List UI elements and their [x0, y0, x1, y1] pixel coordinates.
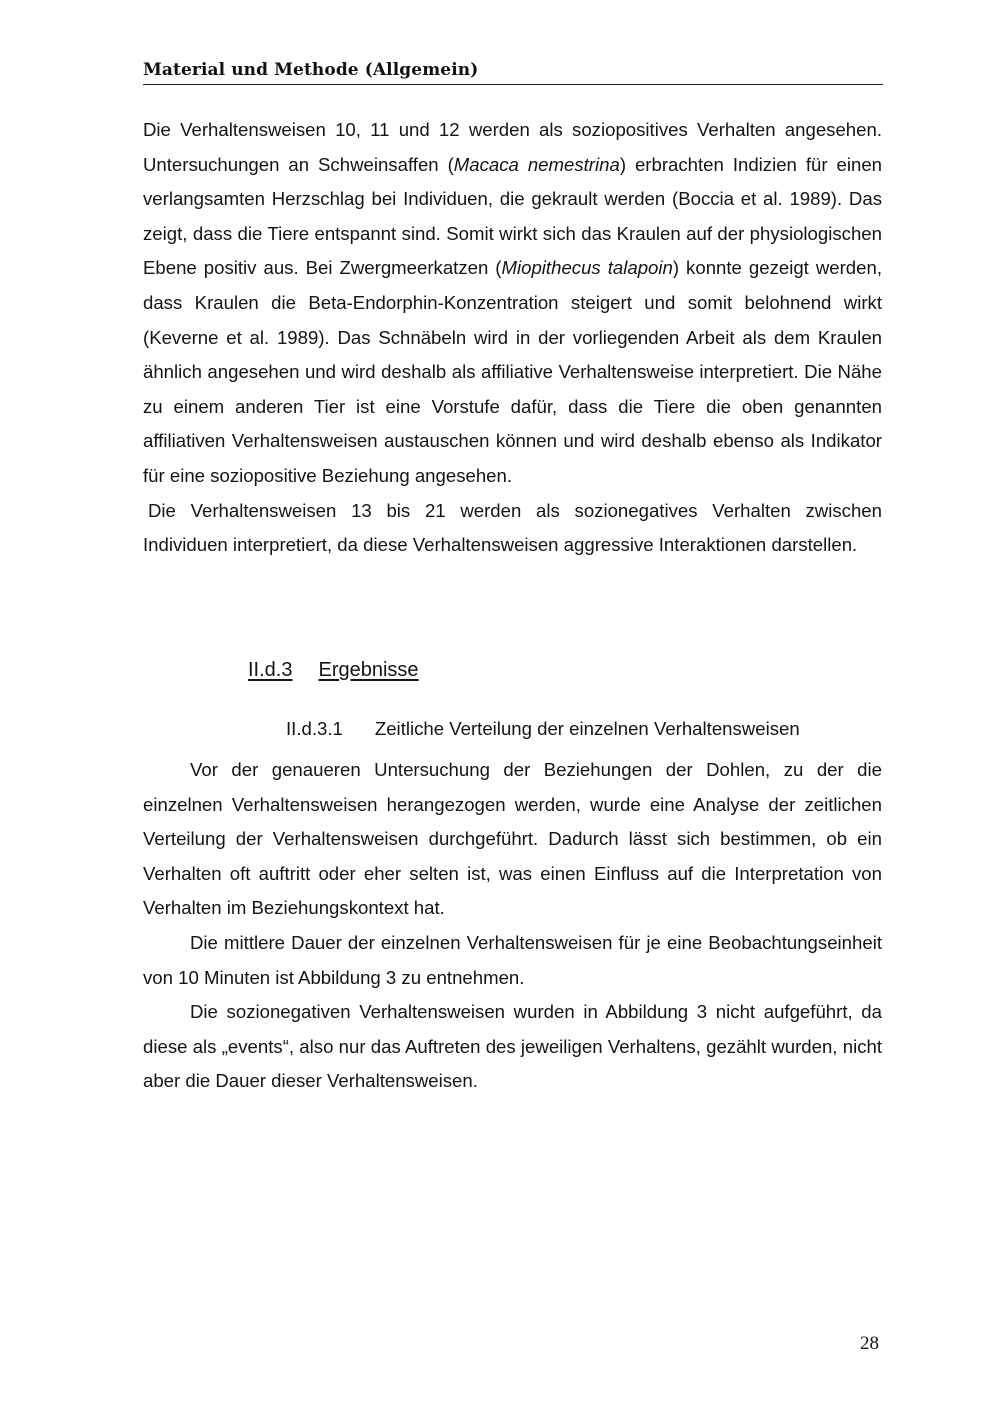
species-name: Miopithecus talapoin — [501, 257, 673, 279]
paragraph-analysis: Vor der genaueren Untersuchung der Beziehungen der Dohlen, zu der die einzelnen Verhaltensweisen herangezogen werden, wurde eine Analyse der zeitlichen Verteilung der Verhaltensweisen durchgeführt. Dadurch lässt sich bestimmen, ob ein Verhalten oft auftritt oder eher selten ist, was einen Einfluss auf die Interpretation von Verhalten im Beziehungskontext hat. — [143, 759, 882, 919]
paragraph-text: Die Verhaltensweisen 10, 11 und 12 werden als soziopositives Verhalten angesehen. Untersuchungen an Schweinsaffen ( — [143, 119, 882, 175]
body-section-results — [143, 753, 882, 1099]
subsection-title: Zeitliche Verteilung der einzelnen Verhaltensweisen — [374, 718, 800, 739]
paragraph-text: ) konnte gezeigt werden, dass Kraulen die Beta-Endorphin-Konzentration steigert und somit belohnend wirkt (Keverne et al. 1989). Das Schnäbeln wird in der vorliegenden Arbeit als dem Kraulen ähnlich angesehen und wird deshalb als affiliative Verhaltensweise interpretiert. Die Nähe zu einem anderen Tier ist eine Vorstufe dafür, dass die Tiere die oben genannten affiliativen Verhaltensweisen austauschen können und wird deshalb ebenso als Indikator für eine soziopositive Beziehung angesehen. — [143, 257, 882, 486]
species-name: Macaca nemestrina — [453, 153, 620, 175]
paragraph-mean-duration: Die mittlere Dauer der einzelnen Verhaltensweisen für je eine Beobachtungseinheit von 10 Minuten ist Abbildung 3 zu entnehmen. — [143, 931, 882, 988]
page-number: 28 — [860, 1333, 879, 1354]
section-number: II.d.3 — [248, 659, 293, 681]
paragraph-events-note: Die sozionegativen Verhaltensweisen wurden in Abbildung 3 nicht aufgeführt, da diese als „events“, also nur das Auftreten des jeweiligen Verhaltens, gezählt wurden, nicht aber die Dauer dieser Verhaltensweisen. — [143, 1001, 882, 1092]
paragraph-sociopositive — [143, 113, 882, 494]
paragraph-text: ) erbrachten Indizien für einen verlangsamten Herzschlag bei Individuen, die gekrault werden (Boccia et al. 1989). Das zeigt, dass die Tiere entspannt sind. Somit wirkt sich das Kraulen auf der physiologischen Ebene positiv aus. Bei Zwergmeerkatzen ( — [143, 153, 882, 279]
section-title: Ergebnisse — [318, 659, 419, 681]
running-header: Material und Methode (Allgemein) — [143, 60, 883, 85]
paragraph-socionegative: Die Verhaltensweisen 13 bis 21 werden als sozionegatives Verhalten zwischen Individuen interpretiert, da diese Verhaltensweisen aggressive Interaktionen darstellen. — [143, 499, 882, 556]
subsection-heading — [286, 718, 800, 740]
section-heading — [248, 659, 419, 682]
body-section-behavior-interpretation — [143, 113, 882, 563]
subsection-number: II.d.3.1 — [286, 718, 343, 739]
